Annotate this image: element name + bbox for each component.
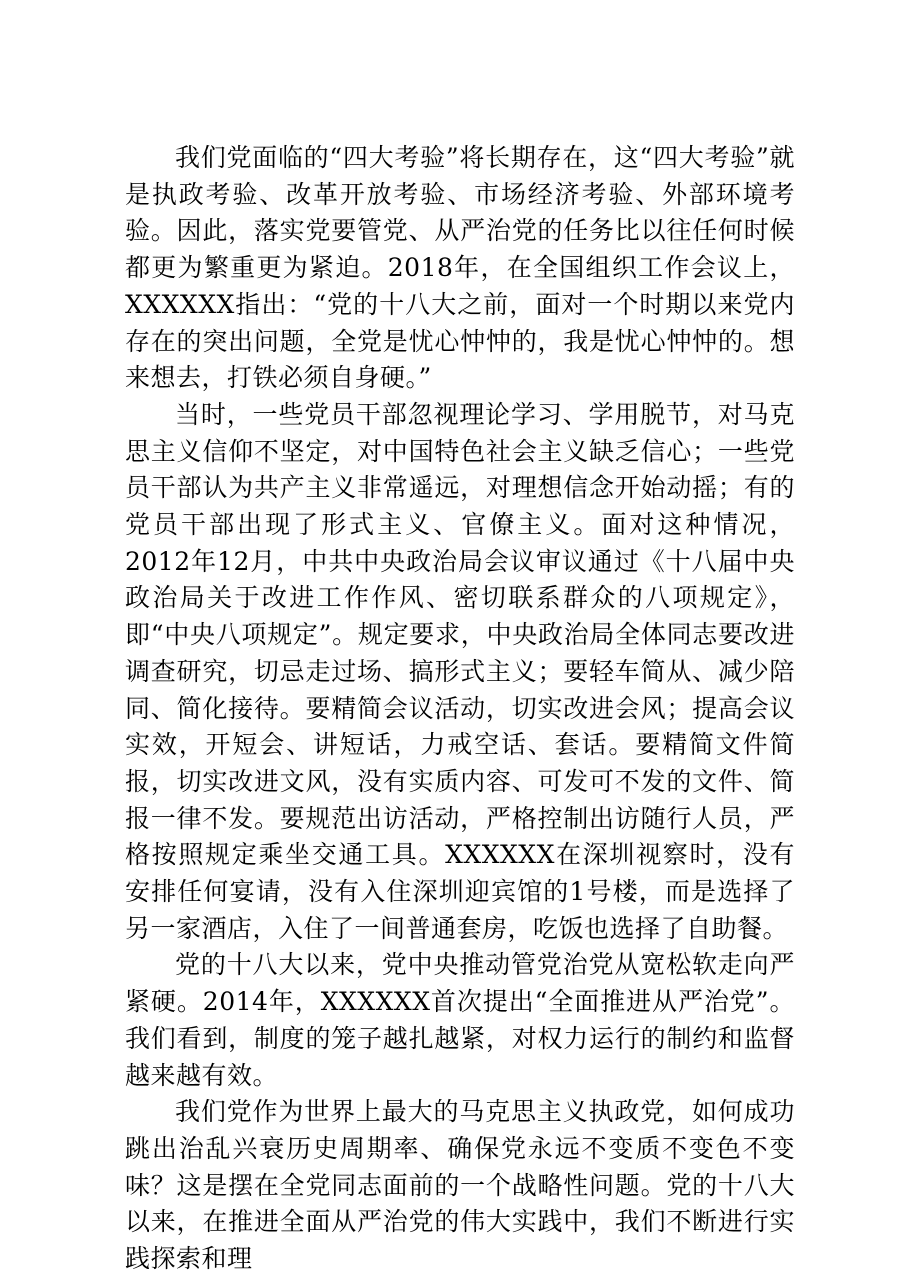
paragraph-4: 我们党作为世界上最大的马克思主义执政党，如何成功跳出治乱兴衰历史周期率、确保党永远不变质不变色不变味？这是摆在全党同志面前的一个战略性问题。党的十八大以来，在推进全面从严治党的伟大实践中，我们不断进行实践探索和理 <box>125 1097 795 1274</box>
document-body <box>125 140 795 1278</box>
paragraph-3: 党的十八大以来，党中央推动管党治党从宽松软走向严紧硬。2014年，XXXXXX首次提出“全面推进从严治党”。我们看到，制度的笼子越扎越紧，对权力运行的制约和监督越来越有效。 <box>125 950 795 1090</box>
paragraph-1: 我们党面临的“四大考验”将长期存在，这“四大考验”就是执政考验、改革开放考验、市场经济考验、外部环境考验。因此，落实党要管党、从严治党的任务比以往任何时候都更为繁重更为紧迫。2018年，在全国组织工作会议上，XXXXXX指出：“党的十八大之前，面对一个时期以来党内存在的突出问题，全党是忧心忡忡的，我是忧心忡忡的。想来想去，打铁必须自身硬。” <box>125 143 795 393</box>
paragraph-2: 当时，一些党员干部忽视理论学习、学用脱节，对马克思主义信仰不坚定，对中国特色社会主义缺乏信心；一些党员干部认为共产主义非常遥远，对理想信念开始动摇；有的党员干部出现了形式主义、官僚主义。面对这种情况，2012年12月，中共中央政治局会议审议通过《十八届中央政治局关于改进工作作风、密切联系群众的八项规定》，即“中央八项规定”。规定要求，中央政治局全体同志要改进调查研究，切忌走过场、搞形式主义；要轻车简从、减少陪同、简化接待。要精简会议活动，切实改进会风；提高会议实效，开短会、讲短话，力戒空话、套话。要精简文件简报，切实改进文风，没有实质内容、可发可不发的文件、简报一律不发。要规范出访活动，严格控制出访随行人员，严格按照规定乘坐交通工具。XXXXXX在深圳视察时，没有安排任何宴请，没有入住深圳迎宾馆的1号楼，而是选择了另一家酒店，入住了一间普通套房，吃饭也选择了自助餐。 <box>125 399 795 943</box>
